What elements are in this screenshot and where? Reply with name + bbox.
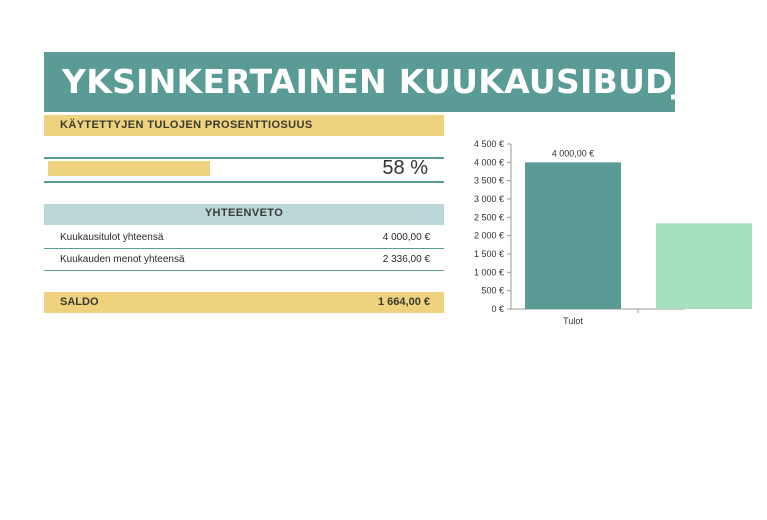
y-tick-label: 3 000 € — [473, 194, 504, 204]
y-tick-label: 4 000 € — [473, 157, 504, 168]
income-total-label: Kuukausitulot yhteensä — [60, 232, 164, 243]
y-tick-label: 3 500 € — [473, 175, 504, 186]
y-tick-label: 4 500 € — [473, 139, 504, 149]
y-tick-label: 0 € — [491, 304, 504, 314]
percent-bottom-rule — [44, 181, 444, 183]
x-category-label: Tulot — [563, 316, 583, 326]
expense-total-value: 2 336,00 € — [382, 254, 430, 265]
bar-income — [525, 162, 621, 309]
income-expense-chart — [455, 135, 675, 335]
bar-data-label: 4 000,00 € — [551, 148, 595, 159]
income-total-value: 4 000,00 € — [382, 232, 430, 243]
page-title: YKSINKERTAINEN KUUKAUSIBUDJETTI — [62, 62, 767, 101]
percent-section-label: KÄYTETTYJEN TULOJEN PROSENTTIOSUUS — [60, 119, 313, 131]
bar-expense — [656, 223, 752, 309]
y-tick-label: 1 000 € — [473, 267, 504, 278]
summary-title: YHTEENVETO — [204, 207, 284, 219]
expense-total-label: Kuukauden menot yhteensä — [60, 254, 185, 265]
summary-bottom-rule — [44, 270, 444, 271]
y-tick-label: 2 000 € — [473, 230, 504, 241]
saldo-label: SALDO — [60, 296, 99, 308]
spent-progress-bar — [48, 161, 210, 176]
y-tick-label: 1 500 € — [473, 249, 504, 259]
summary-row-divider — [44, 248, 444, 249]
y-tick-label: 500 € — [481, 285, 504, 296]
y-tick-label: 2 500 € — [473, 212, 504, 223]
saldo-value: 1 664,00 € — [378, 296, 430, 308]
spent-percent-value: 58 % — [382, 157, 428, 179]
